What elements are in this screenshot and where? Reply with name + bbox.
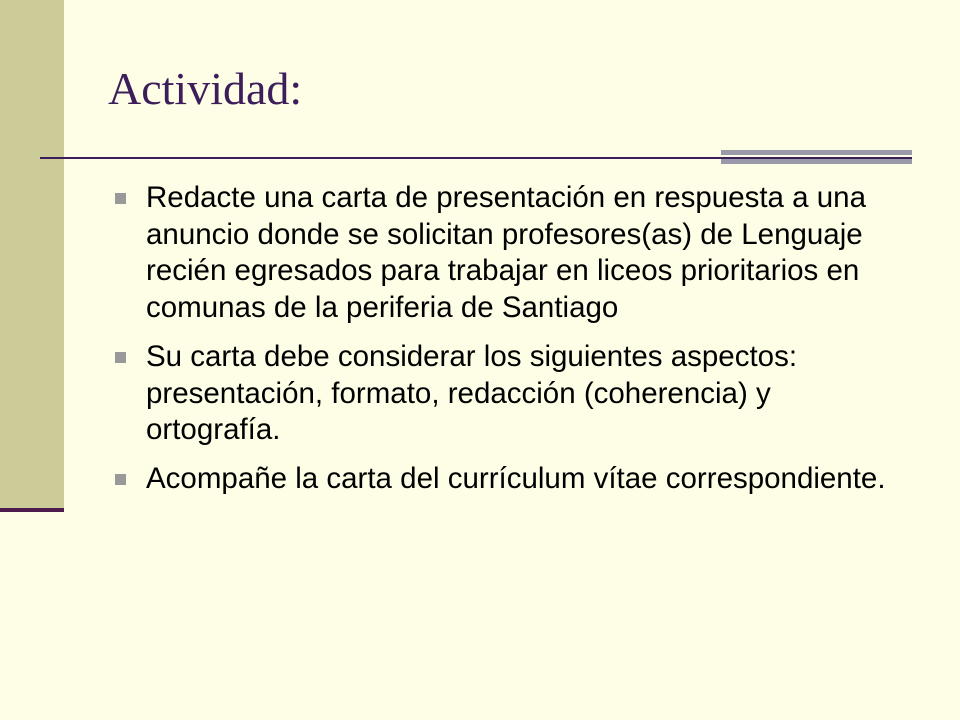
bullet-text: Redacte una carta de presentación en respuesta a una anuncio donde se solicitan profesores(as) de Lenguaje recién egresados para trabajar en liceos prioritarios en comunas de la periferia de Santiago	[146, 181, 866, 325]
side-decoration-bar	[0, 0, 64, 510]
side-decoration-line	[0, 508, 64, 512]
accent-stripe-top	[721, 150, 912, 155]
bullet-item	[110, 180, 910, 327]
slide-title: Actividad:	[108, 63, 303, 114]
bullet-text: Su carta debe considerar los siguientes aspectos: presentación, formato, redacción (coherencia) y ortografía.	[146, 339, 798, 447]
bullet-item	[110, 339, 910, 449]
accent-stripe-bottom	[721, 159, 912, 164]
bullet-text: Acompañe la carta del currículum vítae correspondiente.	[146, 462, 886, 496]
square-bullet-icon	[115, 352, 126, 363]
square-bullet-icon	[115, 193, 126, 204]
bullet-list	[110, 180, 910, 510]
bullet-item	[110, 461, 910, 498]
square-bullet-icon	[115, 474, 126, 485]
title-underline-accent	[721, 150, 912, 164]
